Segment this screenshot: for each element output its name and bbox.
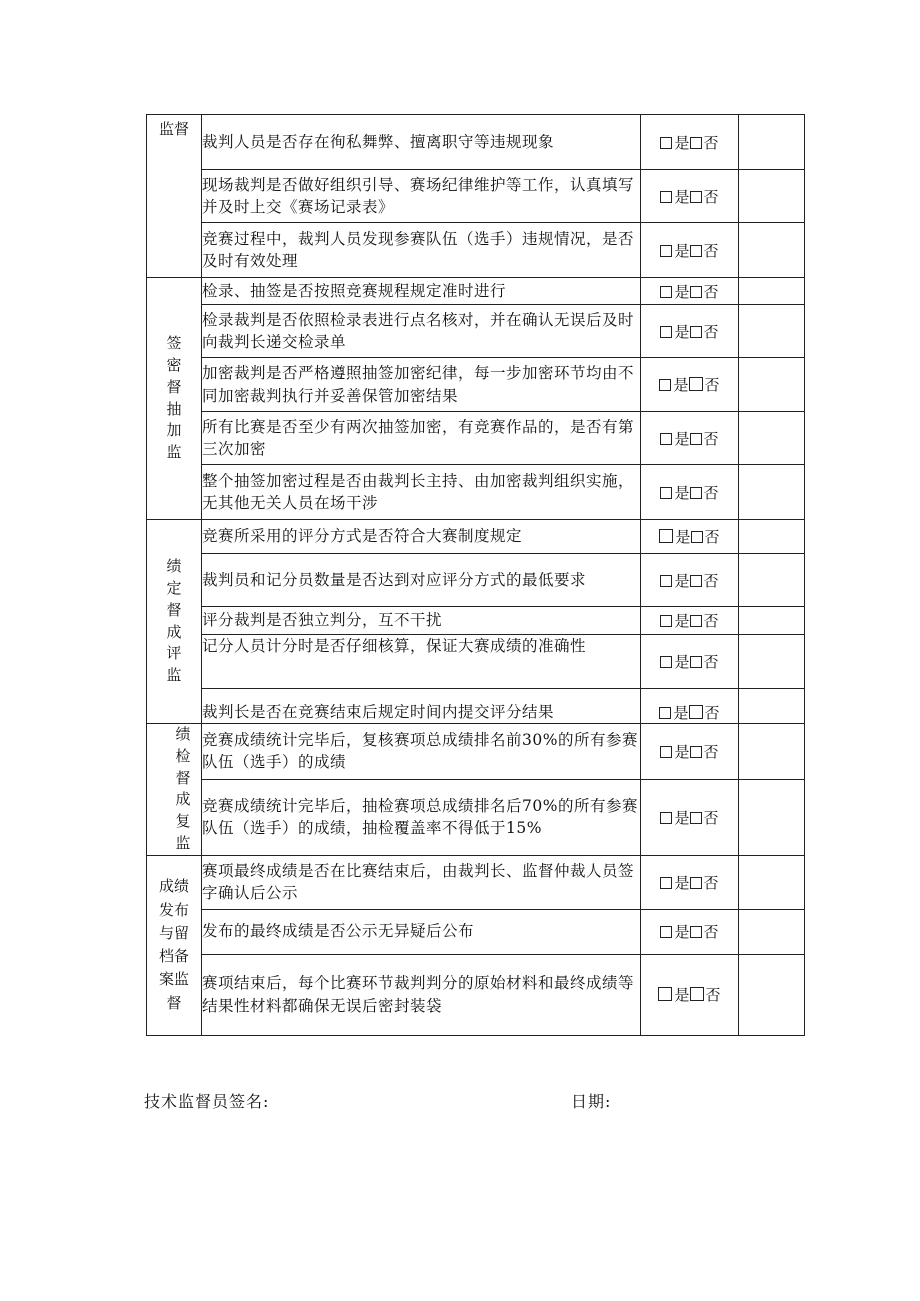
item-text: 赛项结束后，每个比赛环节裁判判分的原始材料和最终成绩等结果性材料都确保无误后密封装袋	[202, 954, 641, 1035]
yes-label: 是	[674, 653, 690, 671]
table-row	[147, 607, 805, 635]
yes-label: 是	[674, 986, 690, 1004]
yes-checkbox[interactable]	[660, 575, 672, 587]
no-label: 否	[704, 528, 720, 546]
yes-no-checkbox-cell	[641, 855, 739, 909]
no-checkbox[interactable]	[690, 326, 702, 338]
yes-no-checkbox-cell	[641, 223, 739, 278]
category-cell	[147, 855, 202, 1035]
category-cell	[147, 724, 202, 856]
remarks-cell	[739, 358, 805, 412]
table-row	[147, 909, 805, 954]
yes-checkbox[interactable]	[660, 137, 672, 149]
yes-label: 是	[674, 742, 690, 761]
yes-no-checkbox-cell	[641, 412, 739, 465]
yes-label: 是	[674, 923, 690, 941]
no-label: 否	[705, 986, 721, 1004]
yes-label: 是	[674, 873, 690, 892]
no-checkbox[interactable]	[691, 531, 703, 543]
yes-label: 是	[673, 376, 689, 394]
no-checkbox[interactable]	[690, 877, 702, 889]
item-text: 裁判人员是否存在徇私舞弊、擅离职守等违规现象	[202, 115, 641, 170]
remarks-cell	[739, 520, 805, 554]
remarks-cell	[739, 779, 805, 855]
remarks-cell	[739, 554, 805, 607]
yes-checkbox[interactable]	[660, 433, 672, 445]
item-text: 记分人员计分时是否仔细核算，保证大赛成绩的准确性	[202, 635, 641, 689]
remarks-cell	[739, 223, 805, 278]
yes-checkbox[interactable]	[660, 812, 672, 824]
no-label: 否	[703, 187, 719, 206]
no-checkbox[interactable]	[690, 746, 702, 758]
table-row	[147, 689, 805, 724]
no-label: 否	[703, 873, 719, 892]
remarks-cell	[739, 724, 805, 780]
yes-no-checkbox-cell	[641, 520, 739, 554]
yes-checkbox[interactable]	[660, 245, 672, 257]
table-row	[147, 954, 805, 1035]
item-text: 检录裁判是否依照检录表进行点名核对，并在确认无误后及时向裁判长递交检录单	[202, 305, 641, 358]
item-text: 评分裁判是否独立判分，互不干扰	[202, 607, 641, 635]
remarks-cell	[739, 305, 805, 358]
category-label: 成绩发布与留档备案监督	[158, 877, 189, 1012]
item-text: 整个抽签加密过程是否由裁判长主持、由加密裁判组织实施，无其他无关人员在场干涉	[202, 465, 641, 520]
category-label: 绩定督成评监	[166, 557, 182, 684]
no-label: 否	[703, 653, 719, 671]
yes-checkbox[interactable]	[660, 487, 672, 499]
table-row	[147, 520, 805, 554]
no-label: 否	[703, 483, 719, 502]
supervision-checklist-table	[146, 114, 805, 1036]
yes-no-checkbox-cell	[641, 358, 739, 412]
item-text: 发布的最终成绩是否公示无异疑后公布	[202, 909, 641, 954]
item-text: 竞赛成绩统计完毕后，抽检赛项总成绩排名后70%的所有参赛队伍（选手）的成绩，抽检覆盖率不得低于15%	[202, 779, 641, 855]
yes-checkbox[interactable]	[659, 707, 671, 719]
yes-label: 是	[673, 704, 689, 722]
no-label: 否	[703, 571, 719, 590]
category-label: 签密督抽加监	[166, 334, 182, 461]
yes-no-checkbox-cell	[641, 779, 739, 855]
item-text: 竞赛成绩统计完毕后，复核赛项总成绩排名前30%的所有参赛队伍（选手）的成绩	[202, 724, 641, 780]
no-checkbox[interactable]	[689, 377, 703, 391]
no-label: 否	[703, 742, 719, 761]
no-checkbox[interactable]	[690, 615, 702, 627]
yes-checkbox[interactable]	[660, 746, 672, 758]
yes-label: 是	[674, 282, 690, 301]
yes-checkbox[interactable]	[659, 529, 673, 543]
yes-no-checkbox-cell	[641, 635, 739, 689]
table-row	[147, 223, 805, 278]
category-label: 绩检督成复监	[175, 725, 191, 852]
yes-checkbox[interactable]	[660, 615, 672, 627]
supervisor-signature-label: 技术监督员签名:	[144, 1092, 270, 1111]
no-checkbox[interactable]	[690, 433, 702, 445]
item-text: 检录、抽签是否按照竞赛规程规定准时进行	[202, 278, 641, 305]
remarks-cell	[739, 465, 805, 520]
yes-no-checkbox-cell	[641, 909, 739, 954]
no-checkbox[interactable]	[690, 987, 704, 1001]
no-checkbox[interactable]	[690, 812, 702, 824]
yes-no-checkbox-cell	[641, 954, 739, 1035]
no-checkbox[interactable]	[689, 705, 703, 719]
yes-checkbox[interactable]	[660, 286, 672, 298]
table-row	[147, 278, 805, 305]
no-label: 否	[704, 704, 720, 722]
table-row	[147, 305, 805, 358]
yes-no-checkbox-cell	[641, 115, 739, 170]
yes-label: 是	[674, 612, 690, 630]
item-text: 裁判长是否在竞赛结束后规定时间内提交评分结果	[202, 689, 641, 724]
yes-label: 是	[674, 483, 690, 502]
yes-no-checkbox-cell	[641, 465, 739, 520]
no-label: 否	[703, 429, 719, 448]
yes-label: 是	[674, 241, 690, 260]
yes-label: 是	[674, 322, 690, 341]
yes-label: 是	[675, 528, 691, 546]
table-row	[147, 855, 805, 909]
remarks-cell	[739, 170, 805, 223]
no-label: 否	[703, 241, 719, 260]
item-text: 加密裁判是否严格遵照抽签加密纪律，每一步加密环节均由不同加密裁判执行并妥善保管加密结果	[202, 358, 641, 412]
item-text: 赛项最终成绩是否在比赛结束后，由裁判长、监督仲裁人员签字确认后公示	[202, 855, 641, 909]
item-text: 竞赛过程中，裁判人员发现参赛队伍（选手）违规情况，是否及时有效处理	[202, 223, 641, 278]
no-label: 否	[703, 282, 719, 301]
yes-label: 是	[674, 429, 690, 448]
yes-checkbox[interactable]	[658, 987, 672, 1001]
yes-label: 是	[674, 571, 690, 590]
item-text: 所有比赛是否至少有两次抽签加密，有竞赛作品的，是否有第三次加密	[202, 412, 641, 465]
item-text: 现场裁判是否做好组织引导、赛场纪律维护等工作，认真填写并及时上交《赛场记录表》	[202, 170, 641, 223]
no-label: 否	[703, 133, 719, 152]
yes-no-checkbox-cell	[641, 278, 739, 305]
remarks-cell	[739, 689, 805, 724]
item-text: 竞赛所采用的评分方式是否符合大赛制度规定	[202, 520, 641, 554]
yes-checkbox[interactable]	[660, 926, 672, 938]
no-checkbox[interactable]	[690, 137, 702, 149]
no-checkbox[interactable]	[690, 245, 702, 257]
category-cell	[147, 115, 202, 278]
table-row	[147, 412, 805, 465]
remarks-cell	[739, 909, 805, 954]
table-row	[147, 358, 805, 412]
no-label: 否	[703, 322, 719, 341]
remarks-cell	[739, 115, 805, 170]
category-cell	[147, 278, 202, 520]
remarks-cell	[739, 635, 805, 689]
yes-checkbox[interactable]	[660, 191, 672, 203]
category-label: 监督	[158, 120, 189, 138]
yes-no-checkbox-cell	[641, 689, 739, 724]
no-checkbox[interactable]	[690, 575, 702, 587]
remarks-cell	[739, 855, 805, 909]
date-label: 日期:	[571, 1092, 612, 1111]
table-row	[147, 779, 805, 855]
yes-checkbox[interactable]	[660, 326, 672, 338]
table-row	[147, 554, 805, 607]
yes-no-checkbox-cell	[641, 607, 739, 635]
no-label: 否	[703, 923, 719, 941]
yes-label: 是	[674, 133, 690, 152]
yes-no-checkbox-cell	[641, 724, 739, 780]
no-checkbox[interactable]	[690, 926, 702, 938]
yes-label: 是	[674, 187, 690, 206]
yes-checkbox[interactable]	[660, 877, 672, 889]
yes-no-checkbox-cell	[641, 170, 739, 223]
table-row	[147, 635, 805, 689]
remarks-cell	[739, 412, 805, 465]
no-checkbox[interactable]	[690, 656, 702, 668]
no-checkbox[interactable]	[690, 487, 702, 499]
yes-checkbox[interactable]	[660, 656, 672, 668]
yes-checkbox[interactable]	[659, 379, 671, 391]
remarks-cell	[739, 607, 805, 635]
category-cell	[147, 520, 202, 724]
table-row	[147, 724, 805, 780]
table-row	[147, 115, 805, 170]
no-label: 否	[704, 376, 720, 394]
item-text: 裁判员和记分员数量是否达到对应评分方式的最低要求	[202, 554, 641, 607]
yes-no-checkbox-cell	[641, 305, 739, 358]
remarks-cell	[739, 954, 805, 1035]
no-label: 否	[703, 612, 719, 630]
yes-no-checkbox-cell	[641, 554, 739, 607]
yes-label: 是	[674, 808, 690, 827]
table-row	[147, 465, 805, 520]
remarks-cell	[739, 278, 805, 305]
no-label: 否	[703, 808, 719, 827]
no-checkbox[interactable]	[690, 286, 702, 298]
no-checkbox[interactable]	[690, 191, 702, 203]
table-row	[147, 170, 805, 223]
